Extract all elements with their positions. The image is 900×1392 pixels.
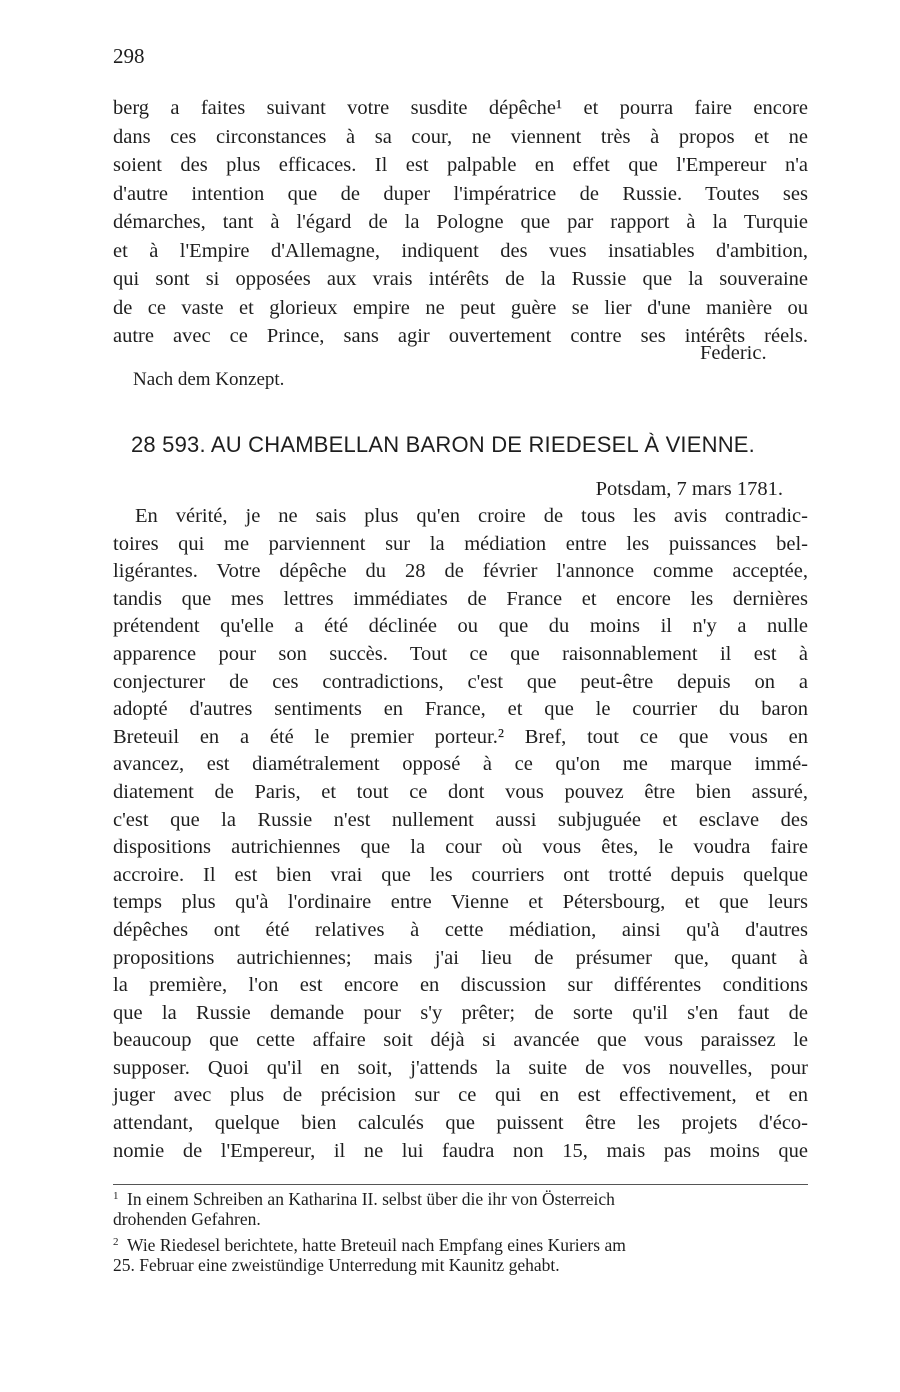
footnote-mark: 2 bbox=[113, 1236, 119, 1248]
text-line: conjecturer de ces contradictions, c'est que peut-être depuis on a bbox=[113, 670, 808, 693]
footnote-text: In einem Schreiben an Katharina II. selbst über die ihr von Österreich bbox=[127, 1189, 615, 1209]
footnote-text: 25. Februar eine zweistündige Unterredung mit Kaunitz gehabt. bbox=[113, 1255, 560, 1275]
text-line: avancez, est diamétralement opposé à ce qu'on me marque immé- bbox=[113, 753, 808, 776]
footnote-mark: 1 bbox=[113, 1190, 119, 1202]
page-number: 298 bbox=[113, 44, 145, 68]
footnote bbox=[113, 1186, 813, 1229]
text-line: attendant, quelque bien calculés que puissent être les projets d'éco- bbox=[113, 1112, 808, 1135]
source-note: Nach dem Konzept. bbox=[133, 369, 285, 390]
footnote bbox=[113, 1232, 813, 1275]
text-line: démarches, tant à l'égard de la Pologne que par rapport à la Turquie bbox=[113, 211, 808, 233]
text-line: toires qui me parviennent sur la médiation entre les puissances bel- bbox=[113, 532, 808, 555]
text-line: soient des plus efficaces. Il est palpable en effet que l'Empereur n'a bbox=[113, 154, 808, 176]
text-line: Breteuil en a été le premier porteur.² Bref, tout ce que vous en bbox=[113, 725, 808, 748]
text-line: juger avec plus de précision sur ce qui en est effectivement, et en bbox=[113, 1084, 808, 1107]
text-line: prétendent qu'elle a été déclinée ou que du moins il n'y a nulle bbox=[113, 615, 808, 638]
place-date: Potsdam, 7 mars 1781. bbox=[595, 478, 783, 500]
text-line: qui sont si opposées aux vrais intérêts de la Russie que la souveraine bbox=[113, 268, 808, 290]
text-line: apparence pour son succès. Tout ce que raisonnablement il est à bbox=[113, 642, 808, 665]
text-line: autre avec ce Prince, sans agir ouvertement contre ses intérêts réels. bbox=[113, 325, 808, 347]
letter-heading: 28 593. AU CHAMBELLAN BARON DE RIEDESEL À VIENNE. bbox=[131, 432, 755, 457]
text-line: En vérité, je ne sais plus qu'en croire de tous les avis contradic- bbox=[135, 505, 808, 527]
text-line: tandis que mes lettres immédiates de France et encore les dernières bbox=[113, 587, 808, 610]
text-line: supposer. Quoi qu'il en soit, j'attends la suite de vos nouvelles, pour bbox=[113, 1056, 808, 1079]
footnotes bbox=[113, 1186, 813, 1275]
text-line: de ce vaste et glorieux empire ne peut guère se lier d'une manière ou bbox=[113, 296, 808, 319]
letter-body bbox=[113, 503, 808, 1165]
text-line: berg a faites suivant votre susdite dépêche¹ et pourra faire encore bbox=[113, 97, 808, 119]
text-line: beaucoup que cette affaire soit déjà si avancée que vous paraissez le bbox=[113, 1029, 808, 1052]
text-line: diatement de Paris, et tout ce dont vous pouvez être bien assuré, bbox=[113, 780, 808, 803]
text-line: propositions autrichiennes; mais j'ai lieu de présumer que, quant à bbox=[113, 946, 808, 969]
text-line: dépêches ont été relatives à cette médiation, ainsi qu'à d'autres bbox=[113, 918, 808, 941]
footnote-divider bbox=[113, 1184, 808, 1185]
text-line: d'autre intention que de duper l'impératrice de Russie. Toutes ses bbox=[113, 182, 808, 205]
text-line: la première, l'on est encore en discussion sur différentes conditions bbox=[113, 974, 808, 997]
text-line: dans ces circonstances à sa cour, ne viennent très à propos et ne bbox=[113, 125, 808, 148]
footnote-text: Wie Riedesel berichtete, hatte Breteuil nach Empfang eines Kuriers am bbox=[127, 1235, 626, 1255]
text-line: ligérantes. Votre dépêche du 28 de février l'annonce comme acceptée, bbox=[113, 560, 808, 583]
text-line: accroire. Il est bien vrai que les courriers ont trotté depuis quelque bbox=[113, 863, 808, 886]
text-line: temps plus qu'à l'ordinaire entre Vienne et Pétersbourg, et que leurs bbox=[113, 891, 808, 914]
text-line: adopté d'autres sentiments en France, et que le courrier du baron bbox=[113, 698, 808, 721]
text-line: c'est que la Russie n'est nullement aussi subjuguée et esclave des bbox=[113, 808, 808, 831]
signature: Federic. bbox=[700, 342, 767, 364]
footnote-text: drohenden Gefahren. bbox=[113, 1209, 261, 1229]
text-line: que la Russie demande pour s'y prêter; de sorte qu'il s'en faut de bbox=[113, 1001, 808, 1024]
text-line: dispositions autrichiennes que la cour où vous êtes, le voudra faire bbox=[113, 836, 808, 859]
previous-letter-text bbox=[113, 94, 808, 351]
text-line: et à l'Empire d'Allemagne, indiquent des vues insatiables d'ambition, bbox=[113, 239, 808, 262]
text-line: nomie de l'Empereur, il ne lui faudra non 15, mais pas moins que bbox=[113, 1139, 808, 1162]
